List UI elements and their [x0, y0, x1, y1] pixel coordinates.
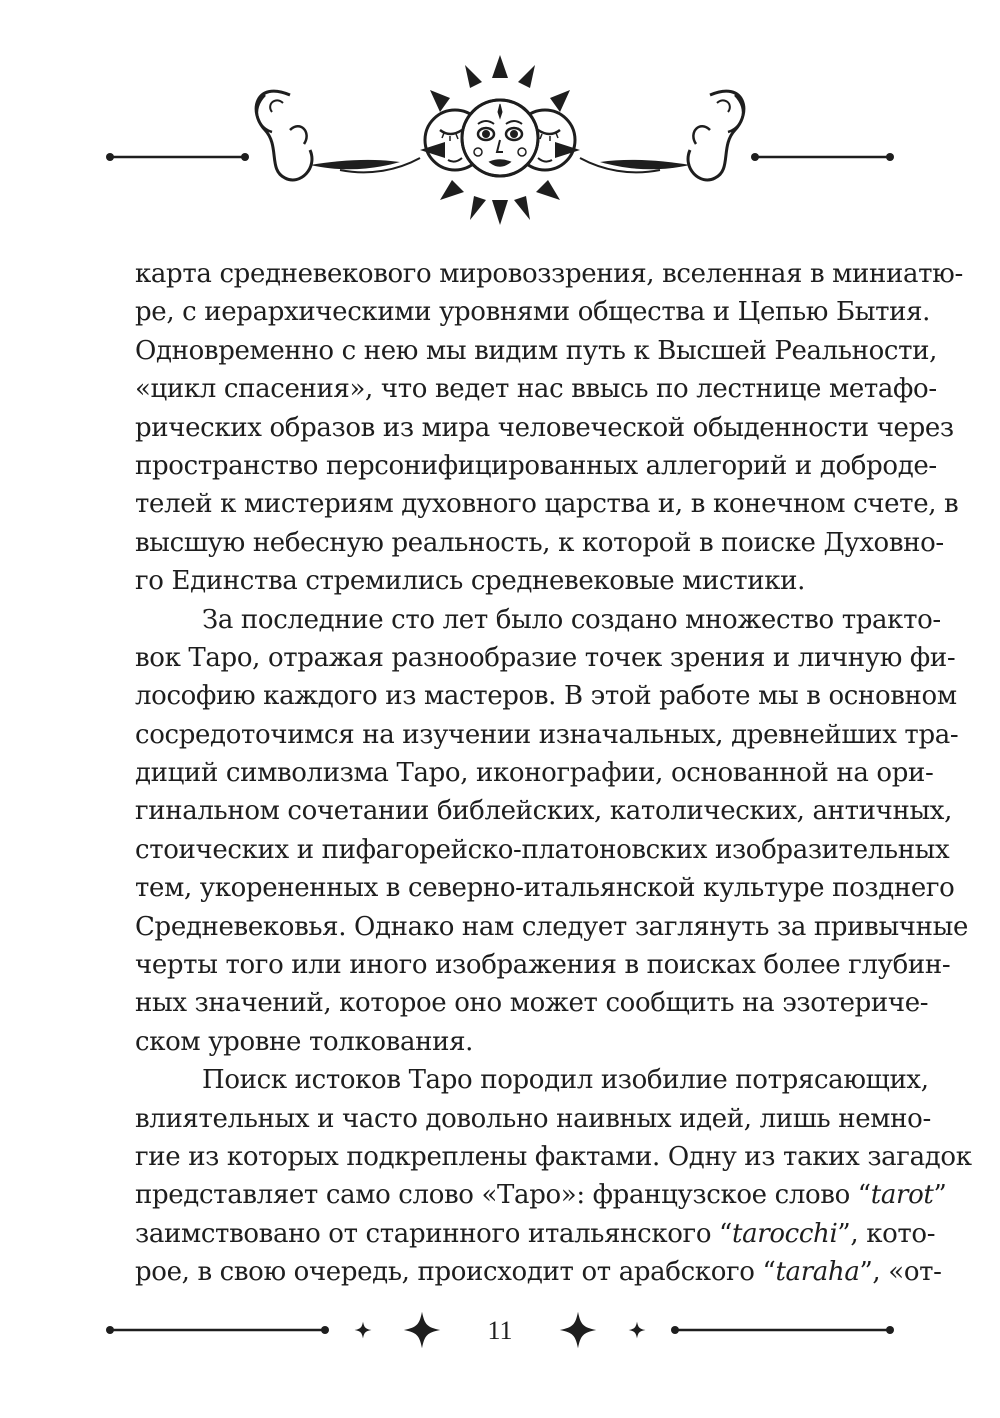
- text-line: заимствовано от старинного итальянского “tarocchi”, кото-: [135, 1218, 936, 1249]
- text-line: ском уровне толкования.: [135, 1026, 474, 1057]
- star-icon: [560, 1312, 596, 1348]
- text-line: представляет само слово «Таро»: французское слово “tarot”: [135, 1180, 947, 1211]
- text-line: «цикл спасения», что ведет нас ввысь по лестнице метафо-: [135, 374, 937, 405]
- paragraph-first-line: Поиск истоков Таро породил изобилие потрясающих,: [202, 1065, 929, 1096]
- page-number: 11: [487, 1316, 513, 1345]
- text-line: высшую небесную реальность, к которой в поиске Духовно-: [135, 527, 944, 558]
- text-line: гие из которых подкреплены фактами. Одну из таких загадок: [135, 1141, 972, 1172]
- text-line: карта средневекового мировоззрения, вселенная в миниатю-: [135, 259, 963, 289]
- italic-term: tarot: [870, 1180, 934, 1211]
- text-line: вок Таро, отражая разнообразие точек зрения и личную фи-: [135, 642, 956, 673]
- text-line: Одновременно с нею мы видим путь к Высшей Реальности,: [135, 335, 938, 366]
- text-line: лософию каждого из мастеров. В этой работе мы в основном: [135, 681, 957, 712]
- text-line: рических образов из мира человеческой обыденности через: [135, 412, 954, 443]
- text-line: телей к мистериям духовного царства и, в конечном счете, в: [135, 489, 959, 520]
- italic-term: tarocchi: [732, 1218, 838, 1249]
- star-icon: [404, 1312, 440, 1348]
- body-text: [135, 255, 972, 1292]
- text-line: гинальном сочетании библейских, католических, античных,: [135, 796, 953, 827]
- text-line: черты того или иного изображения в поисках более глубин-: [135, 950, 951, 981]
- text-line: Средневековья. Однако нам следует заглянуть за привычные: [135, 911, 968, 942]
- header-left-flourish: [256, 91, 420, 180]
- text-line: го Единства стремились средневековые мистики.: [135, 566, 806, 597]
- text-line: тем, укорененных в северно-итальянской культуре позднего: [135, 873, 955, 904]
- paragraph-first-line: За последние сто лет было создано множество тракто-: [202, 604, 941, 635]
- header-ornament: [0, 0, 1000, 240]
- italic-term: taraha: [775, 1257, 860, 1288]
- header-right-flourish: [580, 91, 744, 180]
- text-line: ре, с иерархическими уровнями общества и Цепью Бытия.: [135, 297, 931, 328]
- text-line: стоических и пифагорейско-платоновских изобразительных: [135, 834, 950, 865]
- text-line: пространство персонифицированных аллегорий и доброде-: [135, 450, 937, 481]
- star-icon: [629, 1322, 646, 1339]
- text-line: сосредоточимся на изучении изначальных, древнейших тра-: [135, 719, 959, 750]
- text-line: диций символизма Таро, иконографии, основанной на ори-: [135, 758, 934, 789]
- star-icon: [355, 1322, 372, 1339]
- text-line: влиятельных и часто довольно наивных идей, лишь немно-: [135, 1103, 931, 1134]
- text-line: ных значений, которое оно может сообщить на эзотериче-: [135, 988, 929, 1019]
- text-line: рое, в свою очередь, происходит от арабского “taraha”, «от-: [135, 1257, 942, 1288]
- sun-moon-faces-icon: [425, 100, 575, 176]
